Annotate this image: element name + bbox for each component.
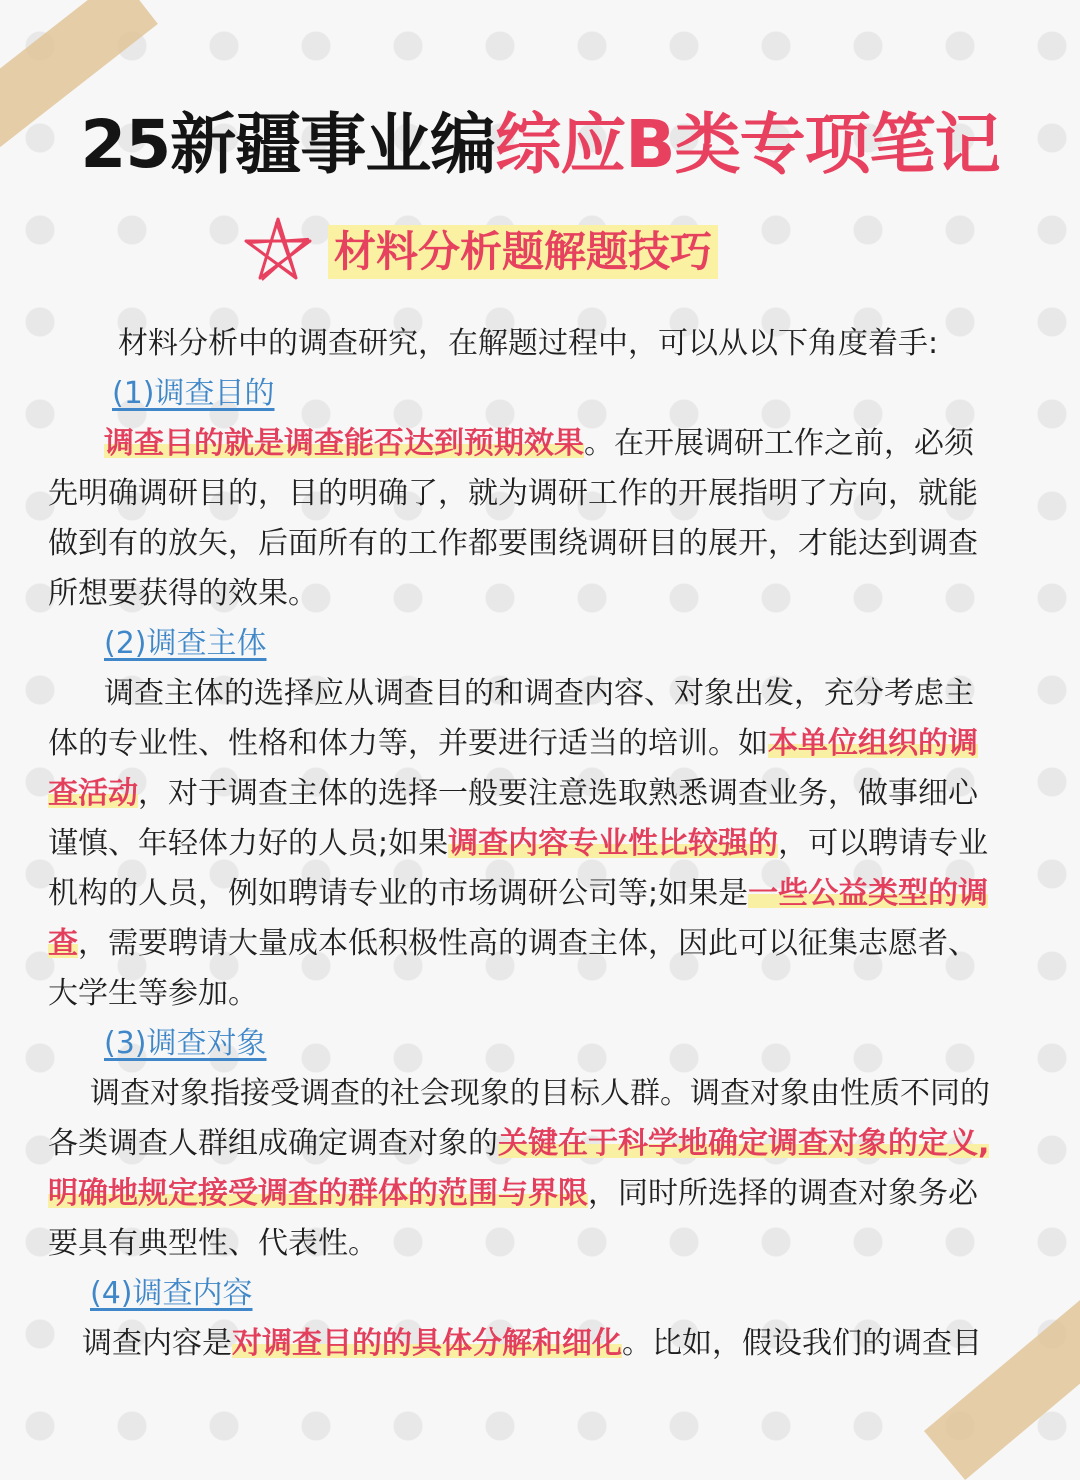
title-red-part: 综应B类专项笔记 — [495, 106, 1000, 183]
section-heading-1 — [112, 372, 275, 416]
section-heading-3 — [104, 1022, 267, 1066]
subtitle-row — [238, 212, 718, 292]
page-title — [0, 100, 1080, 190]
body-text: 调查对象指接受调查的社会现象的目标人群。调查对象由性质不同的 — [90, 1076, 990, 1111]
text-line — [48, 1222, 378, 1266]
body-text: 各类调查人群组成确定调查对象的 — [48, 1126, 498, 1161]
highlighted-text: 对调查目的的具体分解和细化 — [232, 1326, 622, 1361]
section-heading-4 — [90, 1272, 253, 1316]
body-text: 机构的人员，例如聘请专业的市场调研公司等;如果是 — [48, 876, 749, 911]
highlighted-text: 调查内容专业性比较强的 — [448, 826, 779, 861]
title-black-part: 25新疆事业编 — [80, 106, 496, 183]
section-heading-text: (2)调查主体 — [104, 626, 267, 661]
highlighted-text: 一些公益类型的调 — [748, 876, 989, 911]
text-line — [48, 1172, 978, 1216]
body-text: ，同时所选择的调查对象务必 — [588, 1176, 978, 1211]
text-line — [90, 1072, 990, 1116]
text-line — [48, 972, 258, 1016]
section-heading-text: (3)调查对象 — [104, 1026, 267, 1061]
text-line — [48, 472, 978, 516]
text-line — [48, 722, 978, 766]
body-text: 做到有的放矢，后面所有的工作都要围绕调研目的展开，才能达到调查 — [48, 526, 978, 561]
section-heading-text: (1)调查目的 — [112, 376, 275, 411]
highlighted-text: 明确地规定接受调查的群体的范围与界限 — [48, 1176, 588, 1211]
text-line — [48, 922, 978, 966]
body-text: 。在开展调研工作之前，必须 — [584, 426, 974, 461]
body-text: 大学生等参加。 — [48, 976, 258, 1011]
text-line — [48, 772, 978, 816]
subtitle: 材料分析题解题技巧 — [328, 220, 718, 284]
text-line — [48, 872, 988, 916]
body-text: 调查主体的选择应从调查目的和调查内容、对象出发，充分考虑主 — [104, 676, 974, 711]
body-text: 体的专业性、性格和体力等，并要进行适当的培训。如 — [48, 726, 768, 761]
text-line — [48, 1122, 989, 1166]
text-line — [104, 422, 974, 466]
body-text: ，对于调查主体的选择一般要注意选取熟悉调查业务，做事细心 — [138, 776, 978, 811]
intro-text: 材料分析中的调查研究，在解题过程中，可以从以下角度着手: — [118, 326, 939, 361]
text-line — [104, 672, 974, 716]
highlighted-text: 本单位组织的调 — [768, 726, 978, 761]
body-text: 所想要获得的效果。 — [48, 576, 318, 611]
body-text: 调查内容是 — [82, 1326, 232, 1361]
section-heading-text: (4)调查内容 — [90, 1276, 253, 1311]
body-text: ，需要聘请大量成本低积极性高的调查主体，因此可以征集志愿者、 — [78, 926, 978, 961]
body-text: 谨慎、年轻体力好的人员;如果 — [48, 826, 449, 861]
body-text: 先明确调研目的，目的明确了，就为调研工作的开展指明了方向，就能 — [48, 476, 978, 511]
star-icon — [238, 214, 318, 290]
body-text: 。比如，假设我们的调查目 — [622, 1326, 982, 1361]
text-line — [82, 1322, 982, 1366]
text-line — [48, 822, 988, 866]
body-text: 要具有典型性、代表性。 — [48, 1226, 378, 1261]
highlighted-text: 查活动 — [48, 776, 138, 811]
text-line — [48, 572, 318, 616]
highlighted-text: 关键在于科学地确定调查对象的定义, — [498, 1126, 990, 1161]
highlighted-text: 调查目的就是调查能否达到预期效果 — [104, 426, 584, 461]
highlighted-text: 查 — [48, 926, 78, 961]
body-text: ，可以聘请专业 — [778, 826, 989, 861]
text-line — [48, 522, 978, 566]
section-heading-2 — [104, 622, 267, 666]
